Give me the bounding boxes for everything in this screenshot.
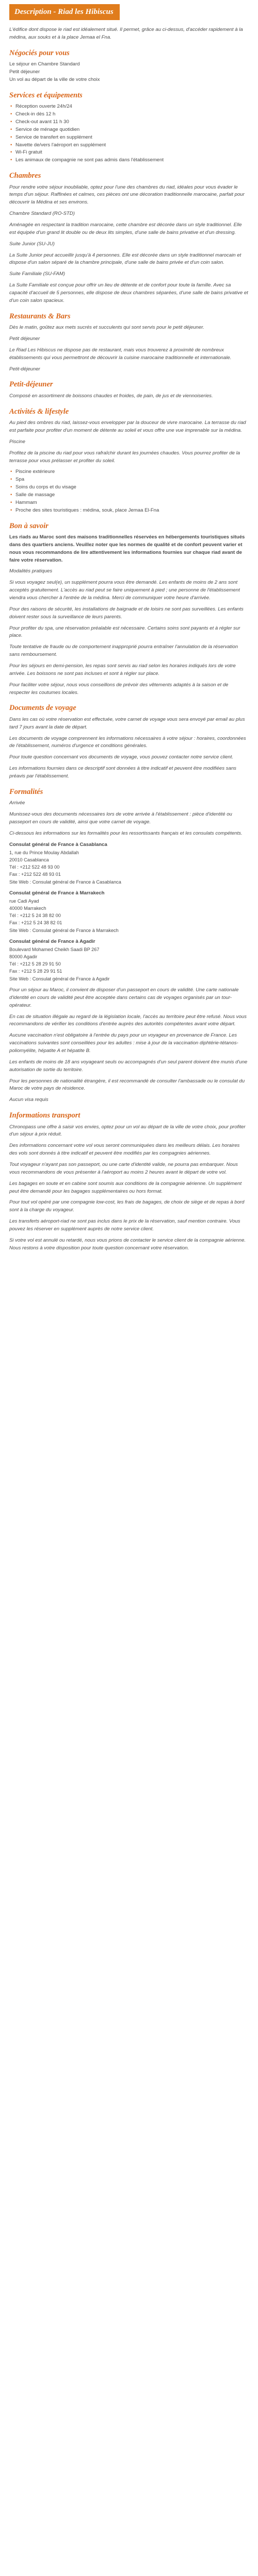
activites-text: Au pied des ombres du riad, laissez-vous envelopper par la douceur de vivre marocaine. La terrasse du riad est parfaite pour profiter d'un moment de détente au soleil et vous offre une vue imprenable sur la médina. (9, 420, 246, 433)
bonasavoir-text: Pour profiter du spa, une réservation préalable est nécessaire. Certains soins sont payants et à régler sur place. (9, 625, 240, 639)
bonasavoir-text: Si vous voyagez seul(e), un supplément pourra vous être demandé. Les enfants de moins de 2 ans sont acceptés gratuitement. L'accès au riad peut se faire uniquement à pied ; une personne de l'établissement viendra vous chercher à l'entrée de la médina. Merci de communiquer votre heure d'arrivée. (9, 580, 240, 601)
negocies-line: Petit déjeuner (9, 69, 40, 75)
consulate-line: 80000 Agadir (9, 954, 38, 959)
bonasavoir-text: Pour faciliter votre séjour, nous vous conseillons de prévoir des vêtements adaptés à la saison et de respecter les coutumes locales. (9, 682, 229, 696)
consulate-line[interactable]: Site Web : Consulat général de France à Marrakech (9, 927, 119, 933)
activites-list (9, 468, 249, 514)
transport-text: Si votre vol est annulé ou retardé, nous vous prions de contacter le service client de la compagnie aérienne. Nous restons à votre disposition pour toute question concernant votre réservation. (9, 1237, 246, 1251)
restaurant-name: Petit déjeuner (9, 336, 40, 342)
consulate-card (9, 841, 249, 886)
room-text: Aménagée en respectant la tradition marocaine, cette chambre est décorée dans un style traditionnel. Elle est équipée d'un grand lit double ou de deux lits simples, d'une salle de bains privative et d'un dressing. (9, 222, 242, 235)
formalites-subtitle: Arrivée (9, 800, 25, 806)
consulate-card (9, 938, 249, 982)
transport-text: Les bagages en soute et en cabine sont soumis aux conditions de la compagnie aérienne. Un supplément peut être demandé pour les bagages supplémentaires ou hors format. (9, 1180, 242, 1194)
consulate-line: Fax : +212 522 48 93 01 (9, 872, 61, 877)
description-banner (0, 0, 258, 22)
activites-text: Profitez de la piscine du riad pour vous rafraîchir durant les journées chaudes. Vous pourrez profiter de la terrasse pour vous prélasser et profiter du soleil. (9, 450, 240, 464)
consulate-line: Fax : +212 5 24 38 82 01 (9, 920, 62, 926)
transport-text: Les transferts aéroport-riad ne sont pas inclus dans le prix de la réservation, sauf mention contraire. Vous pouvez les réserver en supplément auprès de notre service client. (9, 1218, 240, 1232)
consulate-line: Boulevard Mohamed Cheikh Saadi BP 267 (9, 946, 100, 952)
consulate-line: rue Cadi Ayad (9, 898, 39, 904)
activites-name: Piscine (9, 438, 25, 445)
section-title-formalites: Formalités (9, 787, 43, 796)
consulate-line: Tél : +212 5 28 29 91 50 (9, 961, 61, 967)
bonasavoir-text: Toute tentative de fraude ou de comportement inapproprié pourra entraîner l'annulation de la réservation sans remboursement. (9, 644, 238, 658)
list-item: • Check-in dès 12 h (9, 111, 249, 118)
list-item: • Proche des sites touristiques : médina, souk, place Jemaa El-Fna (9, 507, 249, 515)
section-title-services: Services et équipements (9, 91, 83, 99)
chambres-text: Pour rendre votre séjour inoubliable, optez pour l'une des chambres du riad, idéales pour vous évader le temps d'un séjour. Raffinées et calmes, ces pièces ont une décoration traditionnelle marocaine, parfait pour découvrir la Médina et ses environs. (9, 184, 245, 206)
bonasavoir-text: Pour des raisons de sécurité, les installations de baignade et de loisirs ne sont pas surveillées. Les enfants doivent rester sous la surveillance de leurs parents. (9, 606, 244, 620)
petitdej-text: Composé en assortiment de boissons chaudes et froides, de pain, de jus et de viennoiseries. (9, 393, 213, 399)
consulate-card (9, 890, 249, 934)
section-title-transport: Informations transport (9, 1111, 80, 1120)
services-list (9, 103, 249, 164)
section-title-petitdej: Petit-déjeuner (9, 380, 53, 389)
formalites-text: Pour les personnes de nationalité étrangère, il est recommandé de consulter l'ambassade ou le consulat du Maroc de votre pays de résidence. (9, 1078, 245, 1092)
room-name: Suite Junior (SU-JU) (9, 241, 55, 247)
list-item: • Salle de massage (9, 492, 249, 499)
list-item: • Réception ouverte 24h/24 (9, 103, 249, 111)
formalites-text: Ci-dessous les informations sur les formalités pour les ressortissants français et les consulats compétents. (9, 830, 243, 836)
transport-text: Tout voyageur n'ayant pas son passeport, ou une carte d'identité valide, ne pourra pas embarquer. Nous vous recommandons de vous présenter à l'aéroport au moins 2 heures avant le départ de votre vol. (9, 1161, 238, 1175)
consulate-name: Consulat général de France à Casablanca (9, 841, 107, 848)
section-title-negocies: Négociés pour vous (9, 48, 70, 57)
formalites-text: Munissez-vous des documents nécessaires lors de votre arrivée à l'établissement : pièce d'identité ou passeport en cours de validité, ainsi que votre carnet de voyage. (9, 811, 232, 825)
transport-text: Des informations concernant votre vol vous seront communiquées dans les meilleurs délais. Les horaires des vols sont donnés à titre indicatif et peuvent être modifiés par les compagnies aériennes. (9, 1143, 240, 1157)
transport-text: Chronopass une offre à saisir vos envies, optez pour un vol au départ de la ville de votre choix, pour profiter d'un séjour à prix réduit. (9, 1124, 246, 1138)
list-item: • Wi-Fi gratuit (9, 149, 249, 157)
list-item: • Service de ménage quotidien (9, 126, 249, 134)
consulate-line: 1, rue du Prince Moulay Abdallah (9, 850, 79, 855)
consulate-line[interactable]: Site Web : Consulat général de France à Casablanca (9, 879, 121, 885)
list-item: • Soins du corps et du visage (9, 484, 249, 492)
section-title-chambres: Chambres (9, 172, 41, 180)
bonasavoir-text: Pour les séjours en demi-pension, les repas sont servis au riad selon les horaires indiqués lors de votre arrivée. Les boissons ne sont pas incluses et sont à régler sur place. (9, 663, 236, 676)
formalites-text: Pour un séjour au Maroc, il convient de disposer d'un passeport en cours de validité. Une carte nationale d'identité en cours de validité peut être acceptée dans certains cas de voyages organisés par un tour-opérateur. (9, 987, 239, 1008)
list-item: • Hammam (9, 499, 249, 507)
negocies-line: Un vol au départ de la ville de votre choix (9, 77, 100, 83)
formalites-text: En cas de situation illégale au regard de la législation locale, l'accès au territoire peut être refusé. Nous vous recommandons de vérifier les conditions d'entrée auprès des autorités compétentes avant votre départ. (9, 1013, 247, 1027)
visa-note: Aucun visa requis (9, 1097, 49, 1103)
documents-text: Les informations fournies dans ce descriptif sont données à titre indicatif et peuvent être modifiées sans préavis par l'établissement. (9, 766, 236, 779)
consulate-name: Consulat général de France à Agadir (9, 938, 95, 944)
room-text: La Suite Junior peut accueillir jusqu'à 4 personnes. Elle est décorée dans un style traditionnel marocain et dispose d'un salon séparé de la chambre principale, d'une salle de bains privée et d'un coin salon. (9, 252, 241, 266)
negocies-line: Le séjour en Chambre Standard (9, 61, 80, 67)
bonasavoir-subtitle: Modalités pratiques (9, 568, 53, 574)
list-item: • Service de transfert en supplément (9, 134, 249, 142)
list-item: • Check-out avant 11 h 30 (9, 118, 249, 126)
transport-text: Pour tout vol opéré par une compagnie low-cost, les frais de bagages, de choix de siège et de repas à bord sont à la charge du voyageur. (9, 1199, 245, 1213)
section-title-activites: Activités & lifestyle (9, 407, 69, 416)
room-name: Chambre Standard (RO-STD) (9, 211, 75, 217)
consulate-line: Fax : +212 5 28 29 91 51 (9, 969, 62, 974)
section-title-restaurants: Restaurants & Bars (9, 312, 71, 320)
restaurant-name: Petit-déjeuner (9, 366, 40, 372)
documents-text: Pour toute question concernant vos documents de voyage, vous pouvez contacter notre service client. (9, 754, 234, 760)
documents-text: Dans les cas où votre réservation est effectuée, votre carnet de voyage vous sera envoyé par email au plus tard 7 jours avant la date de départ. (9, 716, 245, 730)
consulate-line: 40000 Marrakech (9, 905, 46, 911)
consulate-line[interactable]: Site Web : Consulat général de France à Agadir (9, 976, 110, 981)
formalites-text: Les enfants de moins de 18 ans voyageant seuls ou accompagnés d'un seul parent doivent être munis d'une autorisation de sortie du territoire. (9, 1059, 248, 1073)
list-item: • Spa (9, 476, 249, 484)
room-text: La Suite Familiale est conçue pour offrir un lieu de détente et de confort pour toute la famille. Avec sa capacité d'accueil de 5 personnes, elle dispose de deux chambres séparées, d'une salle de bains privative et d'un coin salon spacieux. (9, 282, 248, 303)
restaurants-text: Le Riad Les Hibiscus ne dispose pas de restaurant, mais vous trouverez à proximité de nombreux établissements qui vous permettront de découvrir la cuisine marocaine traditionnelle et internationale. (9, 347, 232, 361)
consulate-line: Tél : +212 522 48 93 00 (9, 865, 60, 870)
formalites-text: Aucune vaccination n'est obligatoire à l'entrée du pays pour un voyageur en provenance de France. Les vaccinations suivantes sont conseillées pour les adultes : mise à jour de la vaccination diphtérie-tétanos-poliomyélite, hépatite A et hépatite B. (9, 1032, 238, 1054)
list-item: • Les animaux de compagnie ne sont pas admis dans l'établissement (9, 157, 249, 164)
room-name: Suite Familiale (SU-FAM) (9, 271, 66, 277)
section-title-documents: Documents de voyage (9, 704, 76, 713)
bonasavoir-intro: Les riads au Maroc sont des maisons traditionnelles réservées en hébergements touristiques situés dans des quartiers anciens. Veuillez noter que les normes de qualité et de confort peuvent varier et nous vous recommandons de lire attentivement les informations fournies sur chaque riad avant de faire votre réservation. (9, 534, 245, 563)
list-item: • Piscine extérieure (9, 468, 249, 476)
list-item: • Navette de/vers l'aéroport en supplément (9, 142, 249, 149)
intro-text: L'édifice dont dispose le riad est idéalement situé. Il permet, grâce au ci-dessus, d'accéder rapidement à la médina, aux souks et à la place Jemaa el Fna. (9, 27, 243, 41)
section-title-bonasavoir: Bon à savoir (9, 521, 49, 530)
documents-text: Les documents de voyage comprennent les informations nécessaires à votre séjour : horaires, coordonnées de l'établissement, numéros d'urgence et conditions générales. (9, 735, 246, 749)
consulate-name: Consulat général de France à Marrakech (9, 890, 105, 896)
restaurants-text: Dès le matin, goûtez aux mets sucrés et succulents qui sont servis pour le petit déjeuner. (9, 325, 204, 331)
consulate-line: Tél : +212 5 24 38 82 00 (9, 913, 61, 919)
page (0, 0, 258, 1266)
consulate-line: 20010 Casablanca (9, 857, 49, 862)
page-title: Description - Riad les Hibiscus (9, 4, 120, 20)
